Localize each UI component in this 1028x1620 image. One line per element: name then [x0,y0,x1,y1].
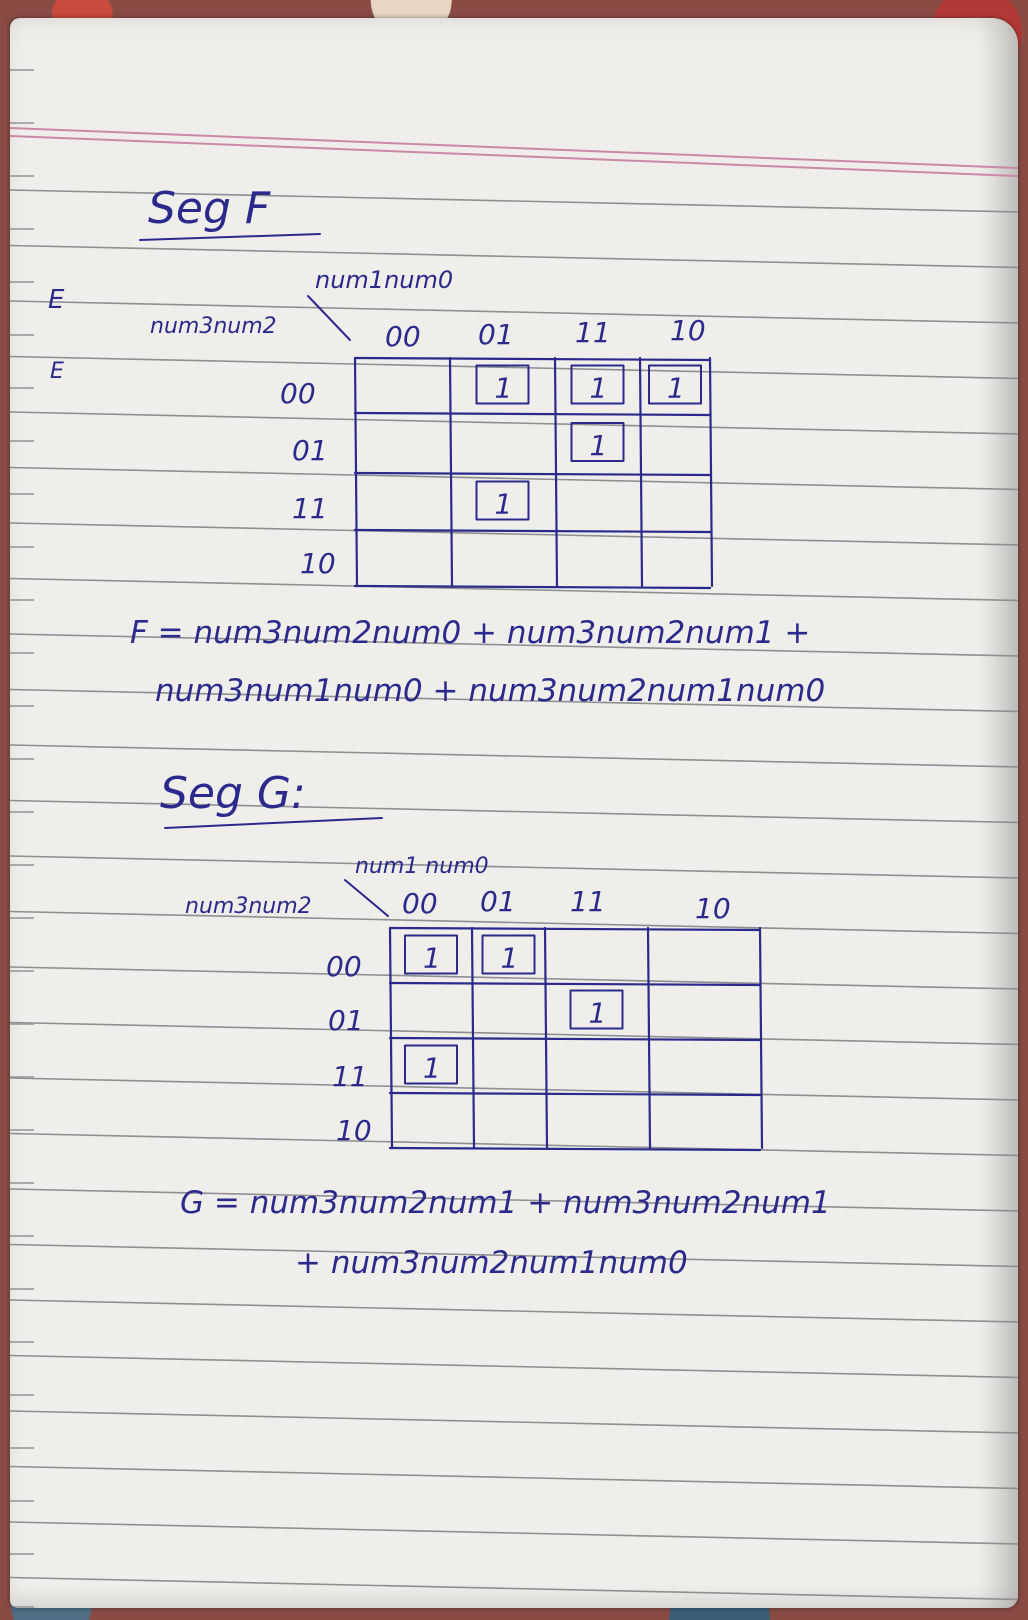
kmap-vertical-line [710,358,712,586]
margin-mark-2: E [50,359,64,384]
seg-g-row-header: 01 [328,1004,364,1037]
seg-g-kmap-cells [405,936,623,1085]
kmap-cell-value: 1 [588,996,607,1030]
ruled-line [10,745,1018,767]
seg-f-col-var-label: num1num0 [315,266,454,294]
kmap-horizontal-line [355,413,710,415]
seg-f-equation-line-2: num3num1num0 + num3num2num1num0 [155,673,826,709]
seg-g-equation-line-2: + num3num2num1num0 [295,1245,688,1281]
ruled-line [10,1300,1018,1322]
seg-g-title: Seg G: [160,768,306,819]
seg-g-col-header: 00 [402,887,438,920]
top-margin-line-2 [10,136,1018,176]
ruled-line [10,468,1018,490]
ruled-line [10,1578,1018,1600]
seg-f-equation-line-1: F = num3num2num0 + num3num2num1 + [130,615,811,651]
ruled-line [10,579,1018,601]
seg-g-row-header: 11 [332,1060,368,1093]
kmap-vertical-line [450,358,452,586]
ruled-line [10,1023,1018,1045]
kmap-horizontal-line [355,473,710,475]
seg-g-row-var-label: num3num2 [185,894,312,919]
seg-f-kmap-grid [355,358,712,588]
ruled-line [10,1467,1018,1489]
seg-f-row-header: 11 [292,492,328,525]
kmap-cell-value: 1 [423,1051,441,1085]
seg-g-col-header: 11 [570,885,606,918]
kmap-horizontal-line [390,928,760,930]
ruled-line [10,1411,1018,1433]
ruled-line [10,1356,1018,1378]
seg-f-row-header: 10 [300,547,336,580]
seg-g-col-headers [402,885,731,925]
seg-f-col-header: 11 [575,316,611,349]
page-drawing [10,18,1018,1608]
ruled-line [10,1134,1018,1156]
seg-f-corner-diagonal [308,296,350,340]
seg-f-title: Seg F [148,183,271,234]
kmap-cell-value: 1 [589,371,608,405]
seg-g-row-header: 10 [336,1114,372,1147]
seg-f-col-header: 00 [385,320,421,353]
seg-g-equation-line-1: G = num3num2num1 + num3num2num1 [180,1185,831,1221]
seg-f-section [130,183,825,709]
kmap-cell-value: 1 [589,429,608,462]
ruled-line [10,246,1018,268]
seg-g-section [160,768,831,1281]
seg-g-col-header: 10 [695,892,731,925]
kmap-cell-value: 1 [667,371,685,405]
seg-g-corner-diagonal [345,880,388,916]
seg-g-row-header: 00 [326,950,362,983]
ruled-line [10,412,1018,434]
seg-f-row-var-label: num3num2 [150,314,277,339]
notebook-page [10,18,1018,1608]
ruled-line [10,523,1018,545]
seg-g-row-headers [326,950,372,1147]
seg-f-title-underline [140,234,320,240]
seg-g-col-var-label: num1 num0 [355,854,489,879]
kmap-vertical-line [640,358,642,586]
seg-f-col-headers [385,314,706,353]
seg-f-col-header: 01 [478,318,514,351]
seg-f-row-header: 01 [292,434,328,467]
seg-g-kmap-grid [390,928,762,1150]
kmap-cell-value: 1 [494,371,513,405]
seg-f-col-header: 10 [670,314,706,347]
seg-g-title-underline [165,818,382,828]
seg-f-kmap-cells [477,366,702,521]
kmap-vertical-line [760,928,762,1148]
kmap-horizontal-line [355,358,710,360]
kmap-vertical-line [555,358,557,586]
kmap-cell-value: 1 [500,941,519,975]
margin-mark-1: E [48,285,65,315]
ruled-line [10,1522,1018,1544]
kmap-vertical-line [648,928,650,1148]
seg-f-row-headers [280,377,336,580]
kmap-cell-value: 1 [494,487,513,521]
top-margin-line-1 [10,128,1018,168]
ruled-line [10,1078,1018,1100]
kmap-horizontal-line [390,983,760,985]
seg-f-row-header: 00 [280,377,316,410]
ruled-line [10,856,1018,878]
seg-g-col-header: 01 [480,885,516,918]
kmap-cell-value: 1 [423,941,441,975]
